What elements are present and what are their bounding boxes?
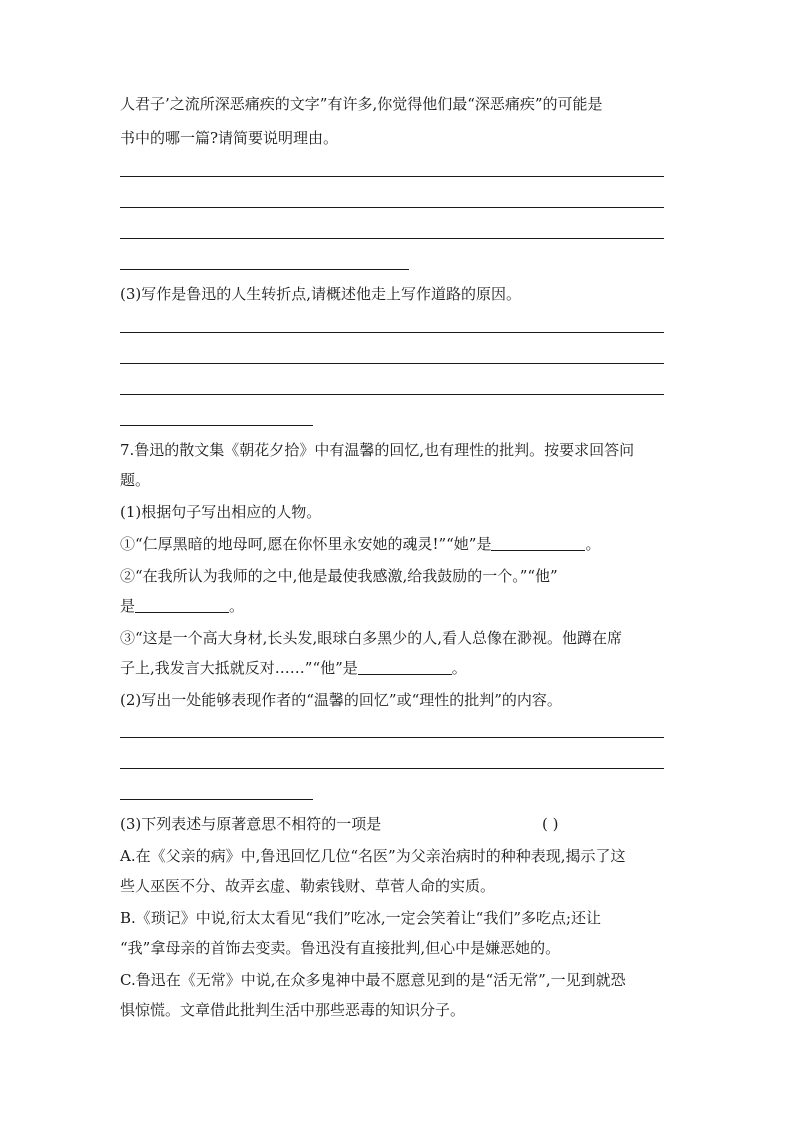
answer-line[interactable] — [120, 363, 664, 364]
answer-line[interactable] — [120, 269, 409, 270]
q6-2-text-line1: 人君子’之流所深恶痛疾的文字”有许多,你觉得他们最“深恶痛疾”的可能是 — [120, 95, 603, 113]
fill-blank[interactable] — [358, 659, 452, 675]
q7-option-a-line2: 些人巫医不分、故弄玄虚、勒索钱财、草菅人命的实质。 — [120, 877, 496, 895]
answer-line[interactable] — [120, 768, 664, 769]
q7-option-a-line1: A.在《父亲的病》中,鲁迅回忆几位“名医”为父亲治病时的种种表现,揭示了这 — [120, 847, 626, 865]
fill-blank[interactable] — [491, 535, 585, 551]
q7-stem-line1: 7.鲁迅的散文集《朝花夕拾》中有温馨的回忆,也有理性的批判。按要求回答问 — [120, 441, 635, 459]
q7-item2-line1: ②“在我所认为我师的之中,他是最使我感激,给我鼓励的一个。”“他” — [120, 567, 558, 585]
q7-option-c-line2: 惧惊慌。文章借此批判生活中那些恶毒的知识分子。 — [120, 1001, 466, 1019]
q7-item3-line2 — [120, 658, 467, 678]
q7-item3-line1: ③“这是一个高大身材,长头发,眼球白多黑少的人,看人总像在渺视。他蹲在席 — [120, 629, 622, 647]
fill-blank[interactable] — [135, 597, 229, 613]
q6-3-text: (3)写作是鲁迅的人生转折点,请概述他走上写作道路的原因。 — [120, 285, 522, 303]
q7-sub1: (1)根据句子写出相应的人物。 — [120, 503, 322, 521]
q7-stem-line2: 题。 — [120, 471, 151, 489]
q7-item2-line2 — [120, 596, 244, 616]
answer-line[interactable] — [120, 238, 664, 239]
answer-line[interactable] — [120, 425, 313, 426]
q7-item2-text: 是 — [120, 597, 136, 615]
q7-item3-text: 子上,我发言大抵就反对……”“他”是 — [120, 659, 358, 677]
q7-item1 — [120, 534, 601, 554]
q7-option-c-line1: C.鲁迅在《无常》中说,在众多鬼神中最不愿意见到的是“活无常”,一见到就恐 — [120, 971, 626, 989]
q7-option-b-line1: B.《琐记》中说,衍太太看见“我们”吃冰,一定会笑着让“我们”多吃点;还让 — [120, 909, 602, 927]
q7-sub2: (2)写出一处能够表现作者的“温馨的回忆”或“理性的批判”的内容。 — [120, 691, 562, 709]
answer-line[interactable] — [120, 332, 664, 333]
q7-option-b-line2: “我”拿母亲的首饰去变卖。鲁迅没有直接批判,但心中是嫌恶她的。 — [120, 939, 561, 957]
q7-item1-end: 。 — [585, 535, 601, 553]
answer-line[interactable] — [120, 394, 664, 395]
answer-line[interactable] — [120, 207, 664, 208]
answer-line[interactable] — [120, 799, 313, 800]
q7-sub3: (3)下列表述与原著意思不相符的一项是 — [120, 815, 382, 833]
q7-item1-text: ①“仁厚黑暗的地母呵,愿在你怀里永安她的魂灵!”“她”是 — [120, 535, 492, 553]
q6-2-text-line2: 书中的哪一篇?请简要说明理由。 — [120, 129, 339, 147]
answer-line[interactable] — [120, 737, 664, 738]
answer-parentheses[interactable]: ( ) — [542, 815, 559, 833]
q7-item2-end: 。 — [229, 597, 245, 615]
q7-item3-end: 。 — [451, 659, 467, 677]
answer-line[interactable] — [120, 176, 664, 177]
